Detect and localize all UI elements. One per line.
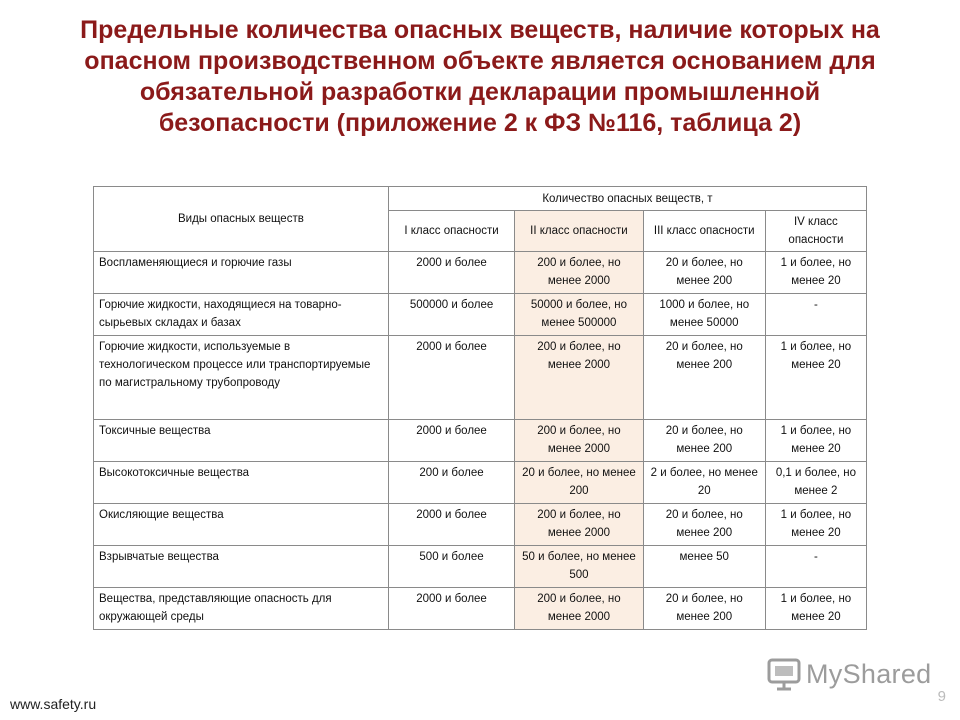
class-1-value: 2000 и более xyxy=(388,336,514,420)
class-2-value: 200 и более, но менее 2000 xyxy=(515,420,643,462)
table-row xyxy=(94,546,867,588)
class-4-value: 1 и более, но менее 20 xyxy=(765,588,866,630)
class-1-value: 2000 и более xyxy=(388,588,514,630)
class-1-value: 500 и более xyxy=(388,546,514,588)
class-4-value: 1 и более, но менее 20 xyxy=(765,336,866,420)
class-2-value: 50 и более, но менее 500 xyxy=(515,546,643,588)
class-4-value: 1 и более, но менее 20 xyxy=(765,420,866,462)
class-2-value: 200 и более, но менее 2000 xyxy=(515,588,643,630)
class-3-value: 2 и более, но менее 20 xyxy=(643,462,765,504)
slide-title xyxy=(30,15,930,139)
header-class-2: II класс опасности xyxy=(515,211,643,252)
class-2-value: 20 и более, но менее 200 xyxy=(515,462,643,504)
table-row xyxy=(94,504,867,546)
class-3-value: 20 и более, но менее 200 xyxy=(643,336,765,420)
class-4-value: - xyxy=(765,546,866,588)
substance-name: Горючие жидкости, используемые в технологическом процессе или транспортируемые по магистральному трубопроводу xyxy=(94,336,389,420)
table-row xyxy=(94,294,867,336)
class-2-value: 200 и более, но менее 2000 xyxy=(515,252,643,294)
class-3-value: 20 и более, но менее 200 xyxy=(643,588,765,630)
header-class-1: I класс опасности xyxy=(388,211,514,252)
title-line-2: опасном производственном объекте является основанием для xyxy=(84,47,876,75)
class-1-value: 200 и более xyxy=(388,462,514,504)
table-row xyxy=(94,462,867,504)
myshared-logo xyxy=(766,656,931,692)
class-4-value: 0,1 и более, но менее 2 xyxy=(765,462,866,504)
class-1-value: 500000 и более xyxy=(388,294,514,336)
header-quantity-group: Количество опасных веществ, т xyxy=(388,187,866,211)
class-4-value: - xyxy=(765,294,866,336)
class-1-value: 2000 и более xyxy=(388,252,514,294)
substance-name: Окисляющие вещества xyxy=(94,504,389,546)
substance-name: Воспламеняющиеся и горючие газы xyxy=(94,252,389,294)
class-1-value: 2000 и более xyxy=(388,420,514,462)
class-3-value: 20 и более, но менее 200 xyxy=(643,504,765,546)
substance-name: Высокотоксичные вещества xyxy=(94,462,389,504)
page-number: 9 xyxy=(937,688,946,705)
table-row xyxy=(94,336,867,420)
substance-name: Взрывчатые вещества xyxy=(94,546,389,588)
substance-name: Вещества, представляющие опасность для окружающей среды xyxy=(94,588,389,630)
logo-text: MyShared xyxy=(806,658,932,689)
presentation-board-icon xyxy=(766,656,802,692)
table-row xyxy=(94,420,867,462)
header-substance-type: Виды опасных веществ xyxy=(94,187,389,252)
hazard-thresholds-table xyxy=(93,186,867,630)
class-3-value: 20 и более, но менее 200 xyxy=(643,420,765,462)
class-2-value: 200 и более, но менее 2000 xyxy=(515,336,643,420)
table-row xyxy=(94,252,867,294)
class-3-value: 1000 и более, но менее 50000 xyxy=(643,294,765,336)
class-2-value: 50000 и более, но менее 500000 xyxy=(515,294,643,336)
header-class-3: III класс опасности xyxy=(643,211,765,252)
class-4-value: 1 и более, но менее 20 xyxy=(765,504,866,546)
class-3-value: 20 и более, но менее 200 xyxy=(643,252,765,294)
substance-name: Горючие жидкости, находящиеся на товарно-сырьевых складах и базах xyxy=(94,294,389,336)
title-line-3: обязательной разработки декларации промышленной xyxy=(139,78,821,106)
title-line-4: безопасности (приложение 2 к ФЗ №116, таблица 2) xyxy=(158,109,802,137)
class-2-value: 200 и более, но менее 2000 xyxy=(515,504,643,546)
class-3-value: менее 50 xyxy=(643,546,765,588)
substance-name: Токсичные вещества xyxy=(94,420,389,462)
class-1-value: 2000 и более xyxy=(388,504,514,546)
footer-url: www.safety.ru xyxy=(10,696,97,712)
table-row xyxy=(94,588,867,630)
header-class-4: IV класс опасности xyxy=(765,211,866,252)
class-4-value: 1 и более, но менее 20 xyxy=(765,252,866,294)
title-line-1: Предельные количества опасных веществ, наличие которых на xyxy=(80,16,880,44)
